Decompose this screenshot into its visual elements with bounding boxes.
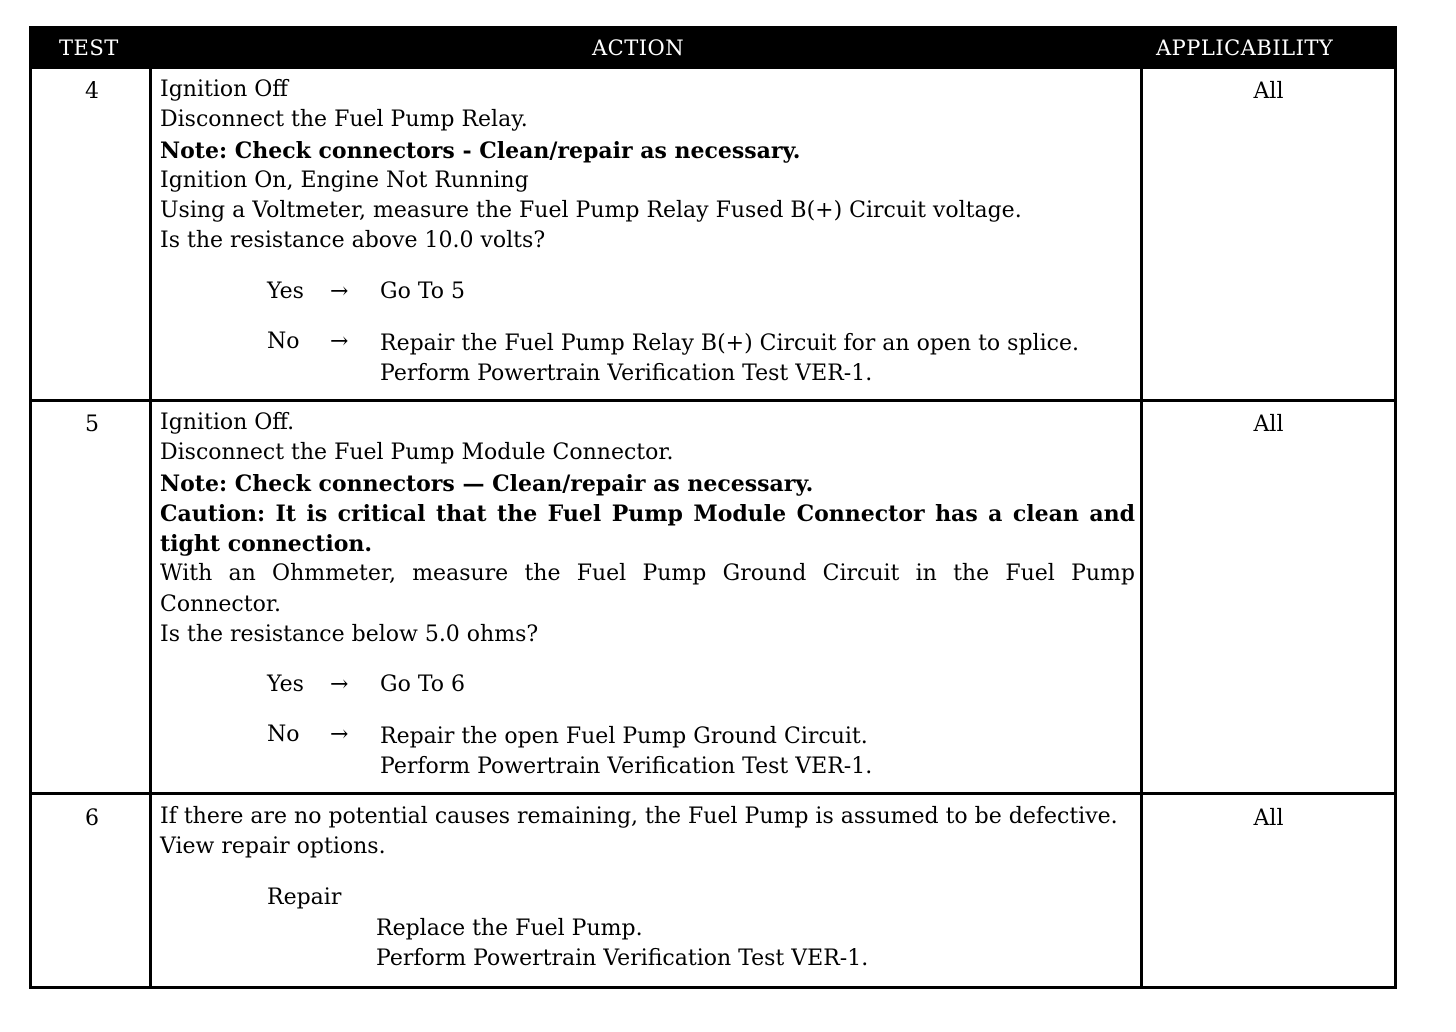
no-result <box>380 722 872 783</box>
header-applicability: APPLICABILITY <box>1156 36 1334 60</box>
applicability-value: All <box>1253 412 1284 437</box>
step-text: Using a Voltmeter, measure the Fuel Pump Relay Fused B(+) Circuit voltage. <box>160 198 1022 224</box>
repair-label: Repair <box>267 885 342 910</box>
table-header <box>32 29 1394 69</box>
action-steps <box>160 802 1135 863</box>
diagnostic-test-table <box>29 26 1397 989</box>
note-text: Note: Check connectors - Clean/repair as necessary. <box>160 137 801 164</box>
step-text: Disconnect the Fuel Pump Module Connector. <box>160 440 674 466</box>
result-line: Replace the Fuel Pump. <box>376 916 643 941</box>
test-number: 5 <box>85 412 99 437</box>
result-line: Repair the Fuel Pump Relay B(+) Circuit for an open to splice. <box>380 331 1079 356</box>
yes-label: Yes <box>267 672 304 697</box>
column-divider-test <box>149 69 152 989</box>
repair-result <box>376 914 868 975</box>
yes-result: Go To 5 <box>380 279 466 304</box>
action-steps <box>160 75 1135 257</box>
question-text: Is the resistance below 5.0 ohms? <box>160 622 539 648</box>
step-text: Ignition Off. <box>160 410 295 435</box>
result-line: Repair the open Fuel Pump Ground Circuit. <box>380 724 868 749</box>
no-result <box>380 329 1079 390</box>
no-label: No <box>267 722 300 747</box>
result-line: Perform Powertrain Verification Test VER-1. <box>380 754 873 780</box>
question-text: Is the resistance above 10.0 volts? <box>160 228 546 254</box>
arrow-icon: → <box>330 279 349 304</box>
yes-result: Go To 6 <box>380 672 466 697</box>
step-text: Disconnect the Fuel Pump Relay. <box>160 107 528 133</box>
row-divider <box>32 792 1394 795</box>
result-line: Perform Powertrain Verification Test VER-1. <box>376 946 869 972</box>
arrow-icon: → <box>330 672 349 697</box>
step-text: View repair options. <box>160 834 386 860</box>
arrow-icon: → <box>330 329 349 354</box>
note-text: Note: Check connectors — Clean/repair as necessary. <box>160 470 814 497</box>
step-text: Ignition Off <box>160 77 288 102</box>
column-divider-applicability <box>1140 69 1143 989</box>
step-text: If there are no potential causes remaining, the Fuel Pump is assumed to be defective. <box>160 804 1118 829</box>
applicability-value: All <box>1253 79 1284 104</box>
action-steps <box>160 408 1135 650</box>
header-action: ACTION <box>592 36 685 60</box>
row-divider <box>32 399 1394 402</box>
step-text: Ignition On, Engine Not Running <box>160 167 529 193</box>
applicability-value: All <box>1253 806 1284 831</box>
arrow-icon: → <box>330 722 349 747</box>
result-line: Perform Powertrain Verification Test VER-1. <box>380 361 873 387</box>
no-label: No <box>267 329 300 354</box>
test-number: 6 <box>85 806 99 831</box>
caution-text: Caution: It is critical that the Fuel Pump Module Connector has a clean and tight connection. <box>160 500 1135 558</box>
test-number: 4 <box>85 79 99 104</box>
yes-label: Yes <box>267 279 304 304</box>
step-text: With an Ohmmeter, measure the Fuel Pump Ground Circuit in the Fuel Pump Connector. <box>160 561 1135 617</box>
header-test: TEST <box>59 36 119 60</box>
